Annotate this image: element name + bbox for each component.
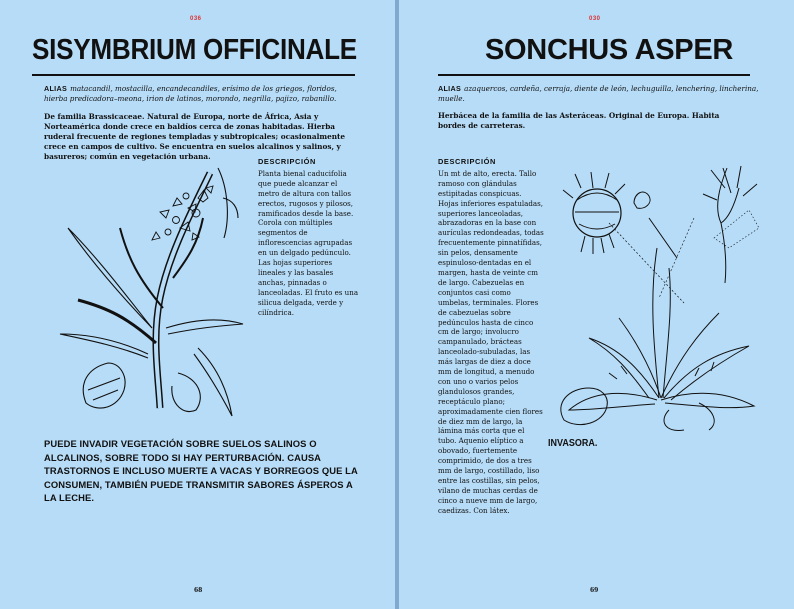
page-number-bottom: 68 (194, 587, 203, 594)
description-heading: DESCRIPCIÓN (438, 157, 496, 166)
alias-text: matacandil, mostacilla, encandecandiles, erísimo de los griegos, floridos, hierba predicadora–meona, irion de latinos, morondo, negrilla, pajizo, rabanillo. (44, 84, 337, 103)
description-text: Un mt de alto, erecta. Tallo ramoso con glándulas estipitadas conspicuas. Hojas inferiores espatuladas, superiores lanceoladas, abrazadoras en la base con aurículas redondeadas, todas frecuentemente pinnatífidas, sin pelos, densamente espinuloso-dentadas en el margen, hasta de veinte cm de largo. Cabezuelas en conjuntos casi como umbelas, terminales. Flores de cabezuelas sobre pedúnculos hasta de cinco cm de largo; involucro campanulado, brácteas lanceolado-subuladas, las más largas de diez a doce mm de longitud, a menudo con uno o varios pelos glandulosos grandes, receptáculo plano; aproximadamente cien flores de diez mm de largo, la lámina más corta que el tubo. Aquenio elíptico a obovado, fuertemente comprimido, de dos a tres mm de largo, costillado, liso entre las costillas, sin pelos, vilano de muchas cerdas de cinco a nueve mm de largo, caedizas. Con látex. (438, 168, 544, 515)
invasive-note: PUEDE INVADIR VEGETACIÓN SOBRE SUELOS SALINOS O ALCALINOS, SOBRE TODO SI HAY PERTURBACIÓN. CAUSA TRASTORNOS E INCLUSO MUERTE A VACAS Y BORREGOS QUE LA CONSUMEN, TAMBIÉN PUEDE TRANSMITIR SABORES ÁSPEROS A LA LECHE. (44, 438, 358, 504)
alias-label: ALIAS (438, 84, 462, 93)
left-page (0, 0, 395, 609)
description-block (258, 157, 360, 318)
page-number-bottom: 69 (590, 587, 599, 594)
page-number-top: 030 (589, 16, 601, 22)
title-rule (438, 74, 750, 76)
alias-label: ALIAS (44, 84, 68, 93)
title-rule (32, 74, 355, 76)
description-heading: DESCRIPCIÓN (258, 157, 316, 166)
description-text: Planta bienal caducifolia que puede alcanzar el metro de altura con tallos erectos, rugosos y pilosos, ramificados desde la base. Corola con múltiples segmentos de inflorescencias agrupadas en un delgado pedúnculo. Las hojas superiores lineales y las basales anchas, pinnadas o lanceoladas. El fruto es una silicua delgada, verde y cilíndrica. (258, 168, 359, 317)
intro-paragraph: De familia Brassicaceae. Natural de Europa, norte de África, Asia y Norteamérica donde crece en baldíos cerca de zonas habitadas. Hierba ruderal frecuente de regiones templadas y subtropicales; ocasionalmente crece en campos de cultivo. Se encuentra en suelos alcalinos y salinos, y basureros; común en vegetación urbana. (44, 112, 346, 161)
sonchus-illustration (549, 148, 764, 433)
intro-paragraph: Herbácea de la familia de las Asteráceas. Original de Europa. Habita bordes de carreteras. (438, 111, 720, 130)
right-page (399, 0, 794, 609)
alias-line (44, 84, 362, 104)
page-title: SISYMBRIUM OFFICINALE (32, 34, 357, 66)
page-number-top: 036 (190, 16, 202, 22)
sisymbrium-illustration (48, 158, 246, 420)
alias-text: azaquercos, cardeña, cerraja, diente de león, lechuguilla, lenchering, lincherina, muelle. (438, 84, 759, 103)
invasive-note: INVASORA. (548, 438, 598, 449)
alias-line (438, 84, 768, 104)
description-block (438, 157, 544, 516)
page-title: SONCHUS ASPER (485, 34, 734, 66)
